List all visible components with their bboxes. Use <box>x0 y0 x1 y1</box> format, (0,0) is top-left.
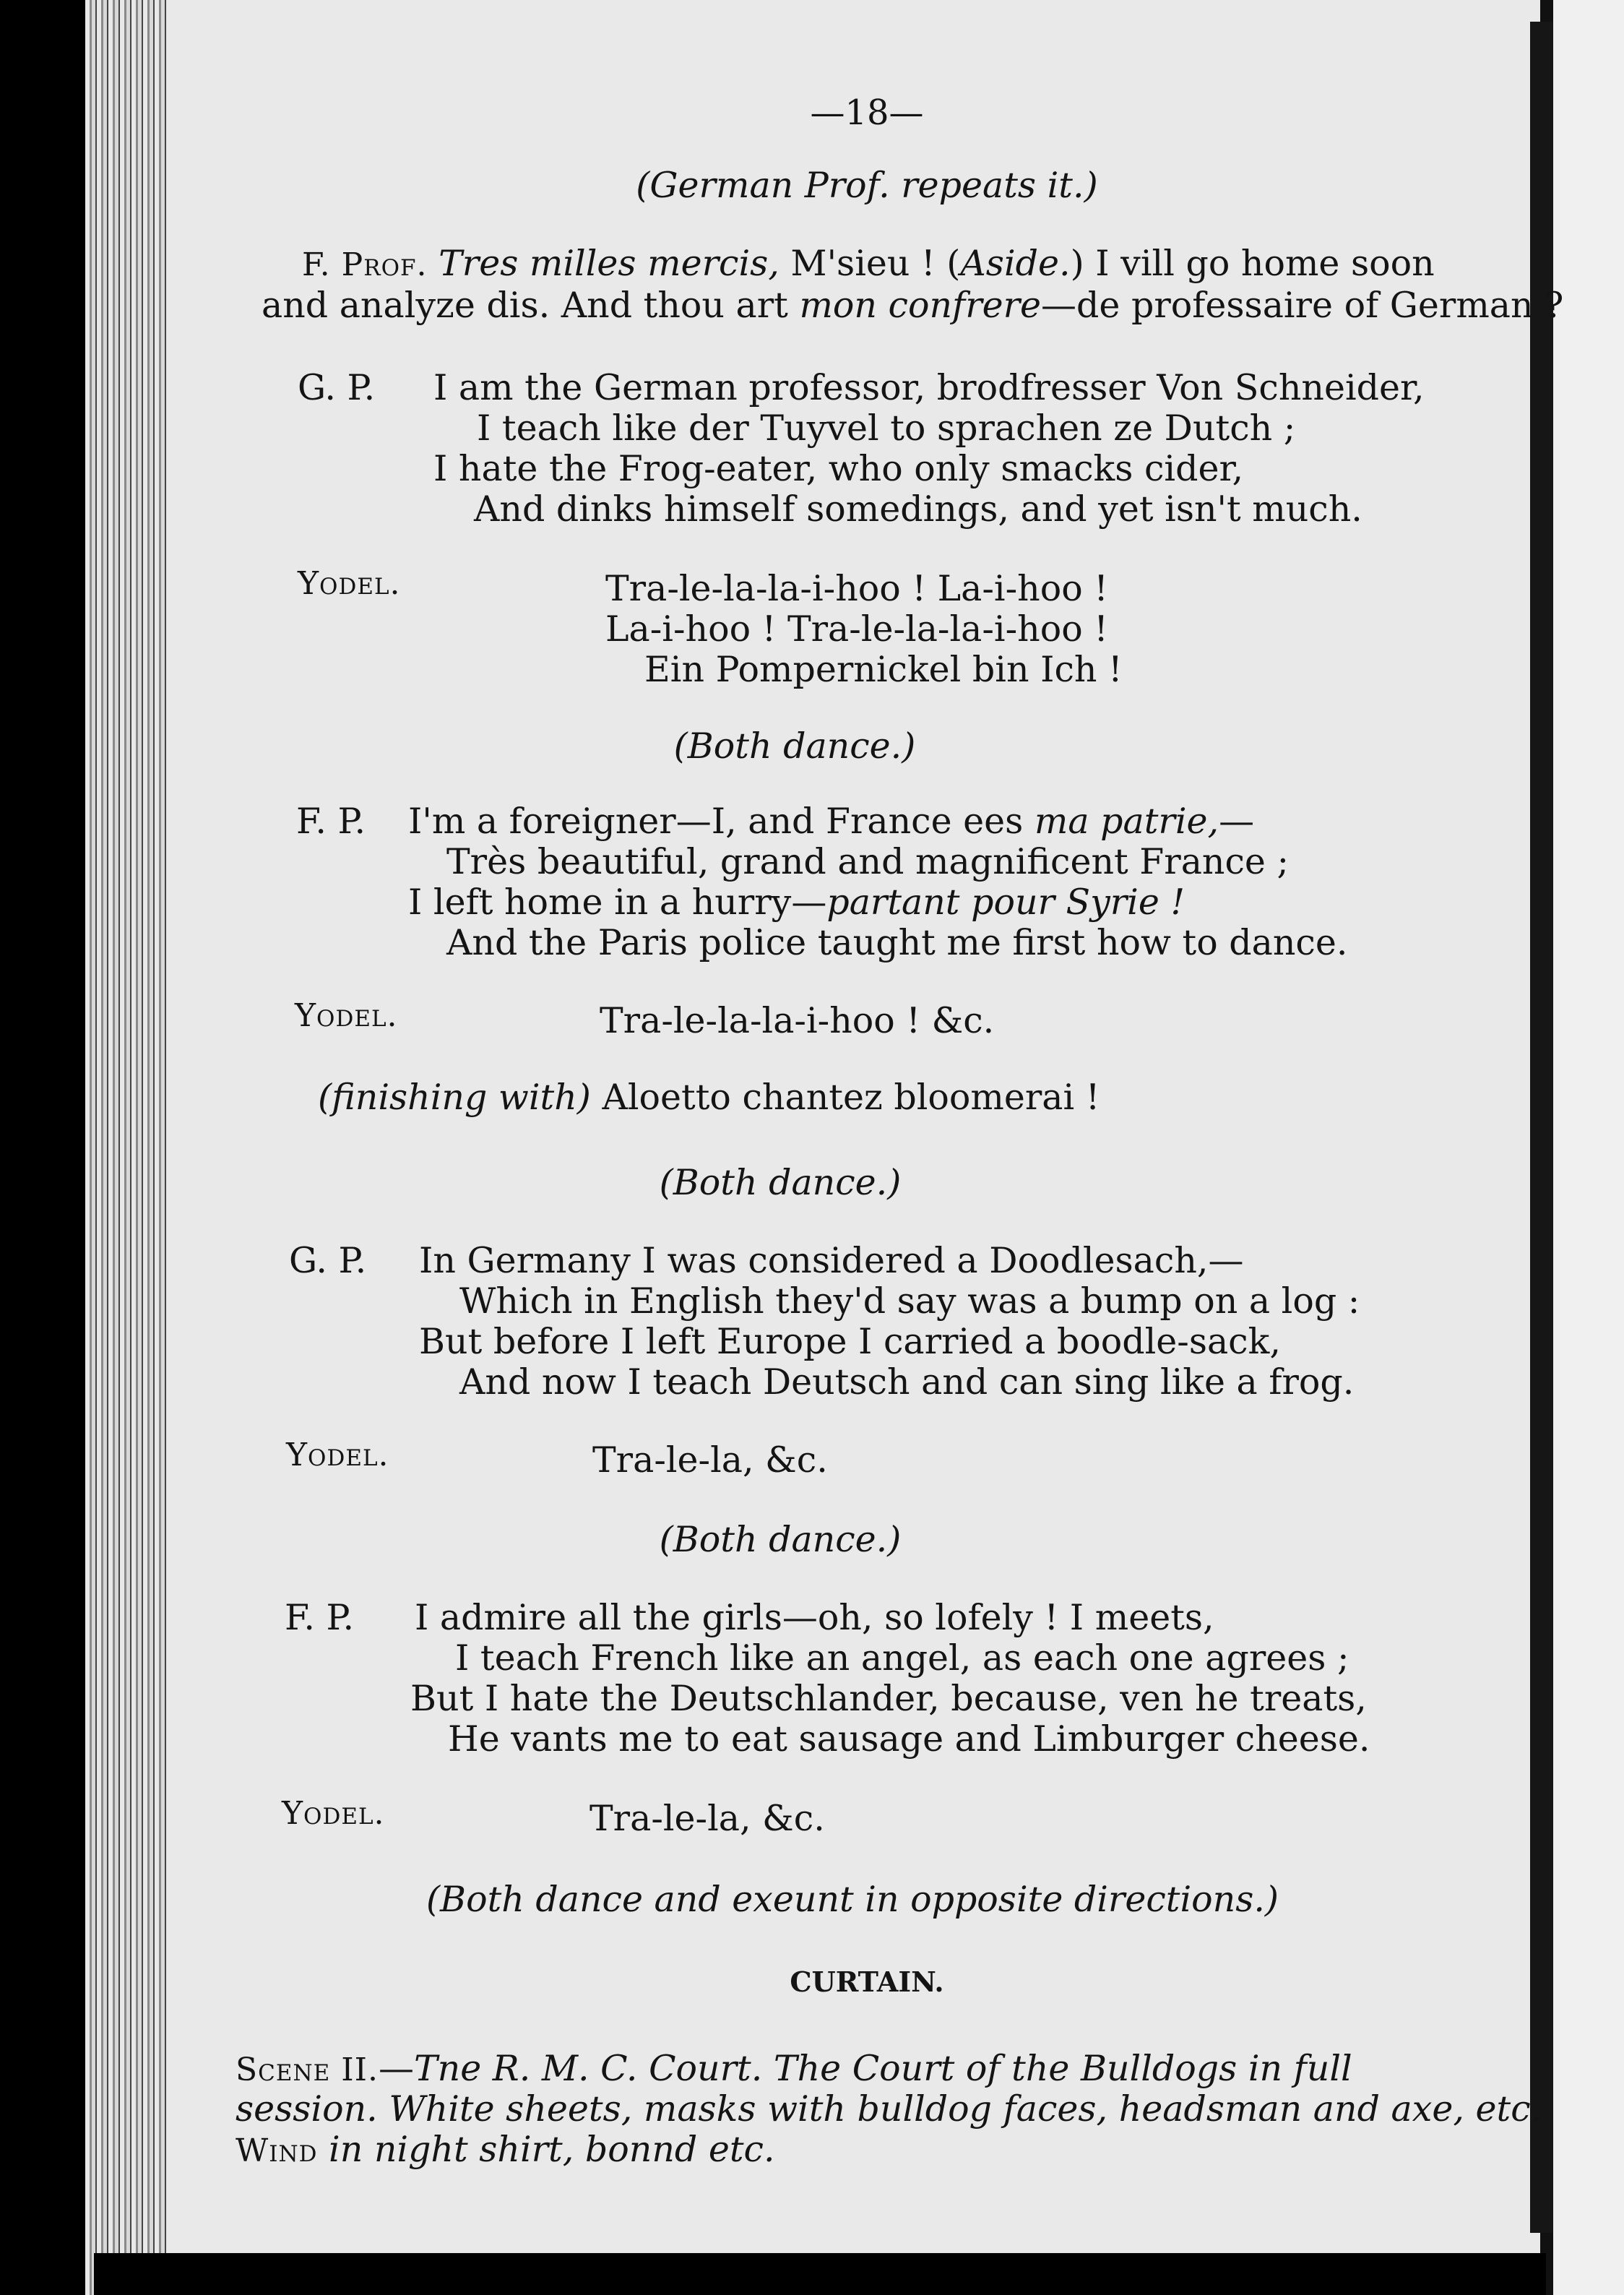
finishing-line: (finishing with) Aloetto chantez bloomerai ! <box>318 1077 1100 1118</box>
page-gutter-shadow <box>1530 22 1553 2233</box>
yodel-line: Tra-le-la-la-i-hoo ! &c. <box>600 1000 995 1041</box>
verse-line: And dinks himself somedings, and yet isn't much. <box>474 488 1362 530</box>
yodel-line: Tra-le-la, &c. <box>592 1439 828 1481</box>
yodel-label: Yodel. <box>298 565 401 602</box>
stage-direction: (Both dance and exeunt in opposite directions.) <box>426 1879 1279 1920</box>
yodel-line: La-i-hoo ! Tra-le-la-la-i-hoo ! <box>605 608 1108 650</box>
verse-line: Très beautiful, grand and magnificent France ; <box>446 841 1289 882</box>
scene-line-1: Scene II.—Tne R. M. C. Court. The Court of the Bulldogs in full <box>236 2048 1352 2089</box>
curtain-heading: CURTAIN. <box>790 1965 944 1998</box>
speaker-g-p: G. P. <box>298 367 376 408</box>
speech-f-prof-line-1: F. Prof. Tres milles mercis, M'sieu ! (Aside.) I vill go home soon <box>302 243 1435 284</box>
scene-line-2: session. White sheets, masks with bulldog faces, headsman and axe, etc. <box>236 2088 1542 2130</box>
verse-line: Which in English they'd say was a bump on a log : <box>459 1280 1360 1322</box>
book-page-edges <box>85 0 179 2295</box>
verse-line: I hate the Frog-eater, who only smacks cider, <box>433 448 1244 489</box>
yodel-label: Yodel. <box>286 1437 389 1473</box>
speaker-f-p: F. P. <box>285 1597 355 1638</box>
yodel-line: Tra-le-la, &c. <box>589 1798 825 1839</box>
verse-line: He vants me to eat sausage and Limburger cheese. <box>448 1718 1370 1760</box>
verse-line: And the Paris police taught me first how to dance. <box>446 922 1348 963</box>
facing-page-edge <box>1553 0 1624 2295</box>
stage-direction: (Both dance.) <box>659 1519 902 1560</box>
verse-line: But before I left Europe I carried a boodle-sack, <box>419 1321 1281 1362</box>
verse-line: And now I teach Deutsch and can sing like a frog. <box>459 1361 1355 1403</box>
speech-f-prof-line-2: and analyze dis. And thou art mon confrere—de professaire of German ? <box>262 285 1564 326</box>
yodel-line: Tra-le-la-la-i-hoo ! La-i-hoo ! <box>605 568 1108 609</box>
verse-line: In Germany I was considered a Doodlesach,— <box>419 1240 1244 1281</box>
scene-line-3: Wind in night shirt, bonnd etc. <box>236 2129 775 2170</box>
verse-line: But I hate the Deutschlander, because, ven he treats, <box>410 1678 1367 1719</box>
stage-direction: (Both dance.) <box>659 1162 902 1203</box>
yodel-line: Ein Pompernickel bin Ich ! <box>644 649 1123 690</box>
yodel-label: Yodel. <box>295 997 398 1034</box>
stage-direction: (Both dance.) <box>673 725 916 767</box>
verse-line: I teach French like an angel, as each one agrees ; <box>455 1637 1349 1679</box>
stage-direction: (German Prof. repeats it.) <box>636 165 1098 206</box>
speaker-f-p: F. P. <box>296 801 366 842</box>
page-number: —18— <box>810 92 924 133</box>
verse-line: I teach like der Tuyvel to sprachen ze Dutch ; <box>477 408 1296 449</box>
scene-label: Scene II. <box>236 2051 379 2088</box>
yodel-label: Yodel. <box>282 1795 385 1832</box>
verse-line: I'm a foreigner—I, and France ees ma patrie,— <box>408 801 1255 842</box>
verse-line: I admire all the girls—oh, so lofely ! I meets, <box>415 1597 1214 1638</box>
speaker-g-p: G. P. <box>289 1240 367 1281</box>
verse-line: I left home in a hurry—partant pour Syrie ! <box>408 882 1185 923</box>
scan-background-left <box>0 0 94 2295</box>
speaker-f-prof: F. Prof. <box>302 246 428 283</box>
verse-line: I am the German professor, brodfresser Von Schneider, <box>433 367 1425 408</box>
scan-background-bottom <box>94 2253 1546 2295</box>
